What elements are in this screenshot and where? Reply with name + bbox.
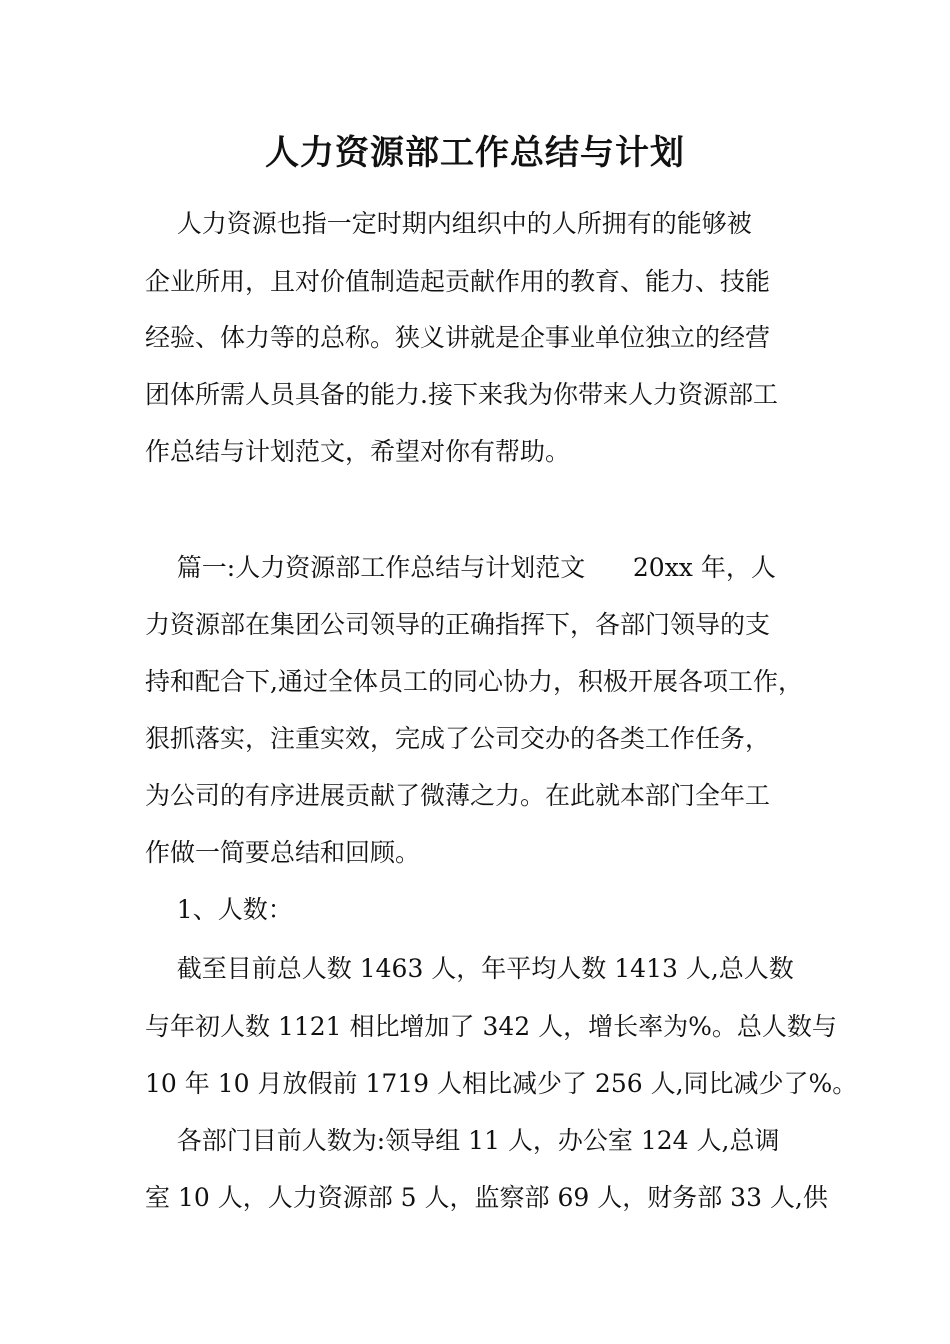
paragraph-5-line-1: 各部门目前人数为:领导组 11 人，办公室 124 人,总调 (145, 1126, 780, 1155)
paragraph-2-line-1: 篇一:人力资源部工作总结与计划范文 20xx 年，人 (145, 553, 776, 582)
paragraph-2-line-4: 狠抓落实，注重实效，完成了公司交办的各类工作任务， (145, 724, 771, 753)
paragraph-2-line-3: 持和配合下,通过全体员工的同心协力，积极开展各项工作， (145, 667, 803, 696)
paragraph-1-line-3: 经验、体力等的总称。狭义讲就是企事业单位独立的经营 (145, 323, 771, 352)
paragraph-4-line-3: 10 年 10 月放假前 1719 人相比减少了 256 人,同比减少了%。 (145, 1069, 858, 1098)
paragraph-2-line-6: 作做一简要总结和回顾。 (145, 838, 421, 867)
paragraph-2-line-2: 力资源部在集团公司领导的正确指挥下，各部门领导的支 (145, 610, 771, 639)
paragraph-1-line-5: 作总结与计划范文，希望对你有帮助。 (145, 437, 571, 466)
paragraph-1-line-2: 企业所用，且对价值制造起贡献作用的教育、能力、技能 (145, 267, 771, 296)
paragraph-2-line-5: 为公司的有序进展贡献了微薄之力。在此就本部门全年工 (145, 781, 771, 810)
paragraph-5-line-2: 室 10 人，人力资源部 5 人，监察部 69 人，财务部 33 人,供 (145, 1183, 828, 1212)
paragraph-4-line-2: 与年初人数 1121 相比增加了 342 人，增长率为%。总人数与 (145, 1012, 837, 1041)
section-heading-headcount: 1、人数： (145, 895, 293, 924)
document-title: 人力资源部工作总结与计划 (265, 133, 685, 173)
paragraph-1-line-4: 团体所需人员具备的能力.接下来我为你带来人力资源部工 (145, 380, 778, 409)
paragraph-4-line-1: 截至目前总人数 1463 人，年平均人数 1413 人,总人数 (145, 954, 794, 983)
paragraph-1-line-1: 人力资源也指一定时期内组织中的人所拥有的能够被 (145, 209, 752, 238)
